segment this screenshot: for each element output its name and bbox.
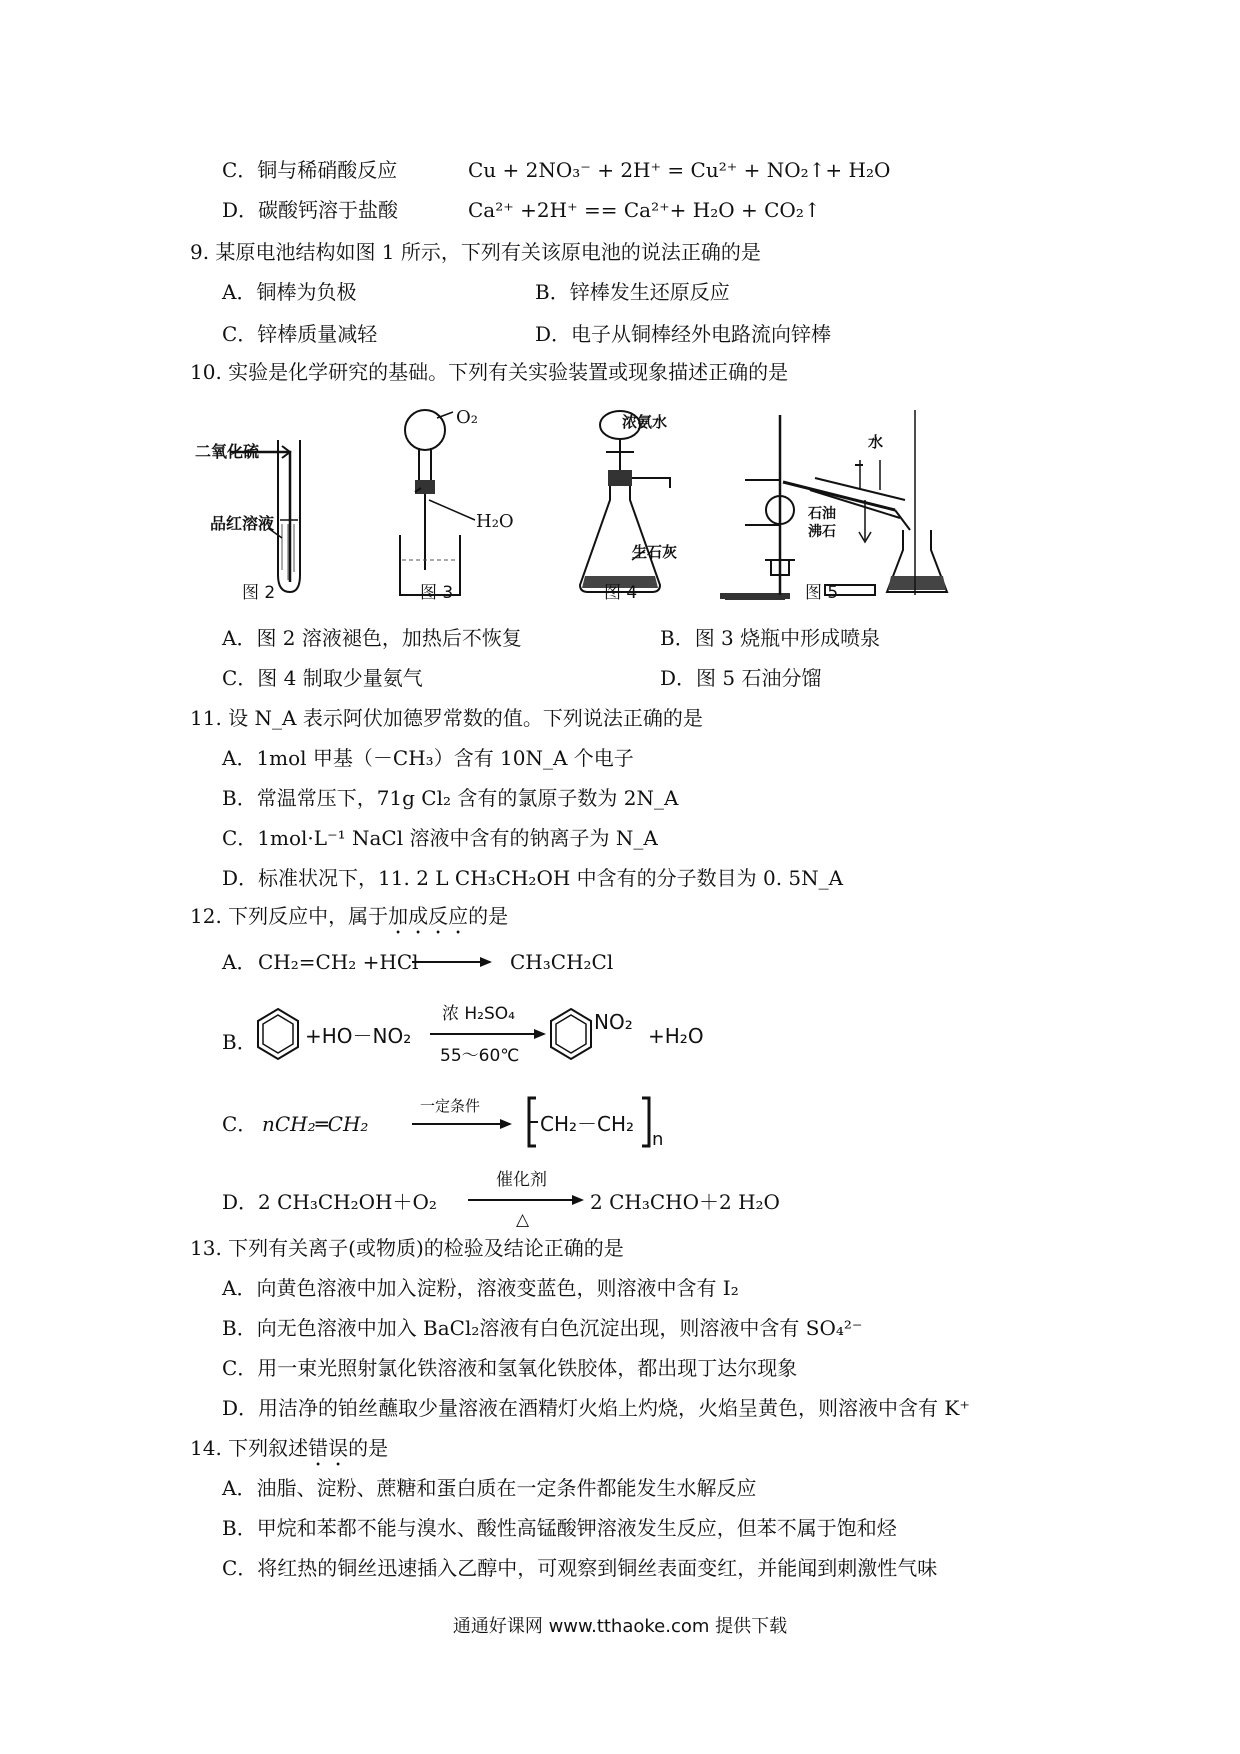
- figure-2-label-solution: 品红溶液: [210, 514, 275, 533]
- q12-option-c-arrow: [410, 1116, 514, 1132]
- nitrobenzene-ring-icon: [548, 1006, 594, 1062]
- q14-option-a: A．油脂、淀粉、蔗糖和蛋白质在一定条件都能发生水解反应: [222, 1476, 757, 1500]
- q12-option-b-arrow: [428, 1026, 548, 1042]
- q11-stem: 11. 设 N_A 表示阿伏加德罗常数的值。下列说法正确的是: [190, 706, 703, 730]
- q12-option-b-condition-bottom: 55～60℃: [440, 1046, 520, 1066]
- q12-option-d-heat: △: [516, 1210, 530, 1230]
- q13-option-b: B．向无色溶液中加入 BaCl₂溶液有白色沉淀出现，则溶液中含有 SO₄²⁻: [222, 1316, 863, 1340]
- figure-4-label-quicklime: 生石灰: [632, 543, 678, 561]
- q11-option-a: A．1mol 甲基（－CH₃）含有 10N_A 个电子: [222, 746, 634, 770]
- q12-option-d-arrow: [466, 1192, 586, 1208]
- q14-stem-prefix: 14. 下列叙述: [190, 1436, 309, 1460]
- q12-option-a-arrow: [410, 954, 494, 970]
- page-footer: 通通好课网 www.tthaoke.com 提供下载: [452, 1616, 788, 1637]
- figure-2-sulfur-dioxide-test-tube: [190, 400, 330, 600]
- q14-option-c: C．将红热的铜丝迅速插入乙醇中，可观察到铜丝表面变红，并能闻到刺激性气味: [222, 1556, 938, 1580]
- q8-option-d-equation: Ca²⁺ +2H⁺ == Ca²⁺+ H₂O + CO₂↑: [468, 198, 821, 222]
- q12-option-b-nitro-group: NO₂: [594, 1010, 633, 1034]
- q10-option-d: D．图 5 石油分馏: [660, 666, 822, 690]
- q11-option-c: C．1mol·L⁻¹ NaCl 溶液中含有的钠离子为 N_A: [222, 826, 658, 850]
- q9-option-b: B．锌棒发生还原反应: [535, 280, 730, 304]
- q9-option-d: D．电子从铜棒经外电路流向锌棒: [535, 322, 832, 346]
- q12-stem-prefix: 12. 下列反应中，属于: [190, 904, 389, 928]
- q14-option-b: B．甲烷和苯都不能与溴水、酸性高锰酸钾溶液发生反应，但苯不属于饱和烃: [222, 1516, 897, 1540]
- q8-option-c-equation: Cu + 2NO₃⁻ + 2H⁺ = Cu²⁺ + NO₂↑+ H₂O: [468, 158, 891, 182]
- q14-stem-emphasis: 错误: [308, 1436, 349, 1460]
- figure-5-label-boiling-chips: 沸石: [808, 524, 836, 540]
- q12-option-c-monomer: nCH₂═CH₂: [262, 1112, 369, 1136]
- q10-option-a: A．图 2 溶液褪色，加热后不恢复: [222, 626, 522, 650]
- polymer-right-bracket-icon: [640, 1096, 652, 1148]
- q12-stem-emphasis: 加成反应: [388, 904, 469, 928]
- figure-3-fountain-flask: [385, 400, 535, 600]
- q12-option-c-condition: 一定条件: [420, 1097, 481, 1115]
- q12-stem-suffix: 的是: [468, 904, 509, 928]
- q9-option-a: A．铜棒为负极: [222, 280, 357, 304]
- q12-option-b-water: +H₂O: [648, 1024, 704, 1048]
- figure-5-distillation-apparatus: [715, 400, 955, 600]
- q14-stem-suffix: 的是: [348, 1436, 389, 1460]
- q12-option-d-label: D．: [222, 1190, 259, 1214]
- q10-stem: 10. 实验是化学研究的基础。下列有关实验装置或现象描述正确的是: [190, 360, 789, 384]
- q9-stem: 9. 某原电池结构如图 1 所示，下列有关该原电池的说法正确的是: [190, 240, 761, 264]
- benzene-ring-icon: [255, 1006, 301, 1062]
- q12-option-c-polymer-unit: CH₂－CH₂: [540, 1112, 635, 1136]
- q12-option-b-reagent: +HO－NO₂: [305, 1024, 412, 1048]
- q12-option-c-degree: n: [652, 1129, 664, 1150]
- q12-option-b-label: B．: [222, 1030, 257, 1054]
- figure-2-caption: 图 2: [242, 583, 276, 603]
- q12-option-d-products: 2 CH₃CHO＋2 H₂O: [590, 1190, 780, 1214]
- polymer-left-bracket-icon: [526, 1096, 538, 1148]
- q12-option-d-catalyst: 催化剂: [496, 1170, 547, 1190]
- figure-3-label-oxygen: O₂: [456, 407, 478, 428]
- figure-5-label-water: 水: [868, 433, 884, 451]
- q9-option-c: C．锌棒质量减轻: [222, 322, 378, 346]
- q12-option-a-label: A．: [222, 950, 257, 974]
- q12-option-c-label: C．: [222, 1112, 258, 1136]
- q13-stem: 13. 下列有关离子(或物质)的检验及结论正确的是: [190, 1236, 624, 1260]
- q8-option-c-label: C．铜与稀硝酸反应: [222, 158, 398, 182]
- q12-option-d-reactants: 2 CH₃CH₂OH＋O₂: [258, 1190, 437, 1214]
- figure-3-caption: 图 3: [420, 583, 454, 603]
- q8-option-d-label: D．碳酸钙溶于盐酸: [222, 198, 399, 222]
- figure-5-label-petroleum: 石油: [808, 506, 836, 522]
- figure-3-label-water: H₂O: [476, 511, 514, 532]
- figure-4-caption: 图 4: [604, 583, 638, 603]
- q12-option-a-product: CH₃CH₂Cl: [510, 950, 614, 974]
- q12-option-b-condition-top: 浓 H₂SO₄: [442, 1004, 515, 1024]
- q11-option-d: D．标准状况下，11. 2 L CH₃CH₂OH 中含有的分子数目为 0. 5N_A: [222, 866, 844, 890]
- q12-option-a-reactants: CH₂=CH₂ +HCl: [258, 950, 419, 974]
- figure-5-caption: 图 5: [805, 583, 839, 603]
- q13-option-d: D．用洁净的铂丝蘸取少量溶液在酒精灯火焰上灼烧，火焰呈黄色，则溶液中含有 K⁺: [222, 1396, 970, 1420]
- q10-option-b: B．图 3 烧瓶中形成喷泉: [660, 626, 881, 650]
- q10-option-c: C．图 4 制取少量氨气: [222, 666, 423, 690]
- figure-4-label-ammonia-water: 浓氨水: [622, 413, 668, 431]
- q13-option-c: C．用一束光照射氯化铁溶液和氢氧化铁胶体，都出现丁达尔现象: [222, 1356, 798, 1380]
- q11-option-b: B．常温常压下，71g Cl₂ 含有的氯原子数为 2N_A: [222, 786, 679, 810]
- q13-option-a: A．向黄色溶液中加入淀粉，溶液变蓝色，则溶液中含有 I₂: [222, 1276, 739, 1300]
- q12-stem: [190, 904, 508, 939]
- figure-2-label-gas: 二氧化硫: [195, 442, 260, 461]
- q14-stem: [190, 1436, 388, 1471]
